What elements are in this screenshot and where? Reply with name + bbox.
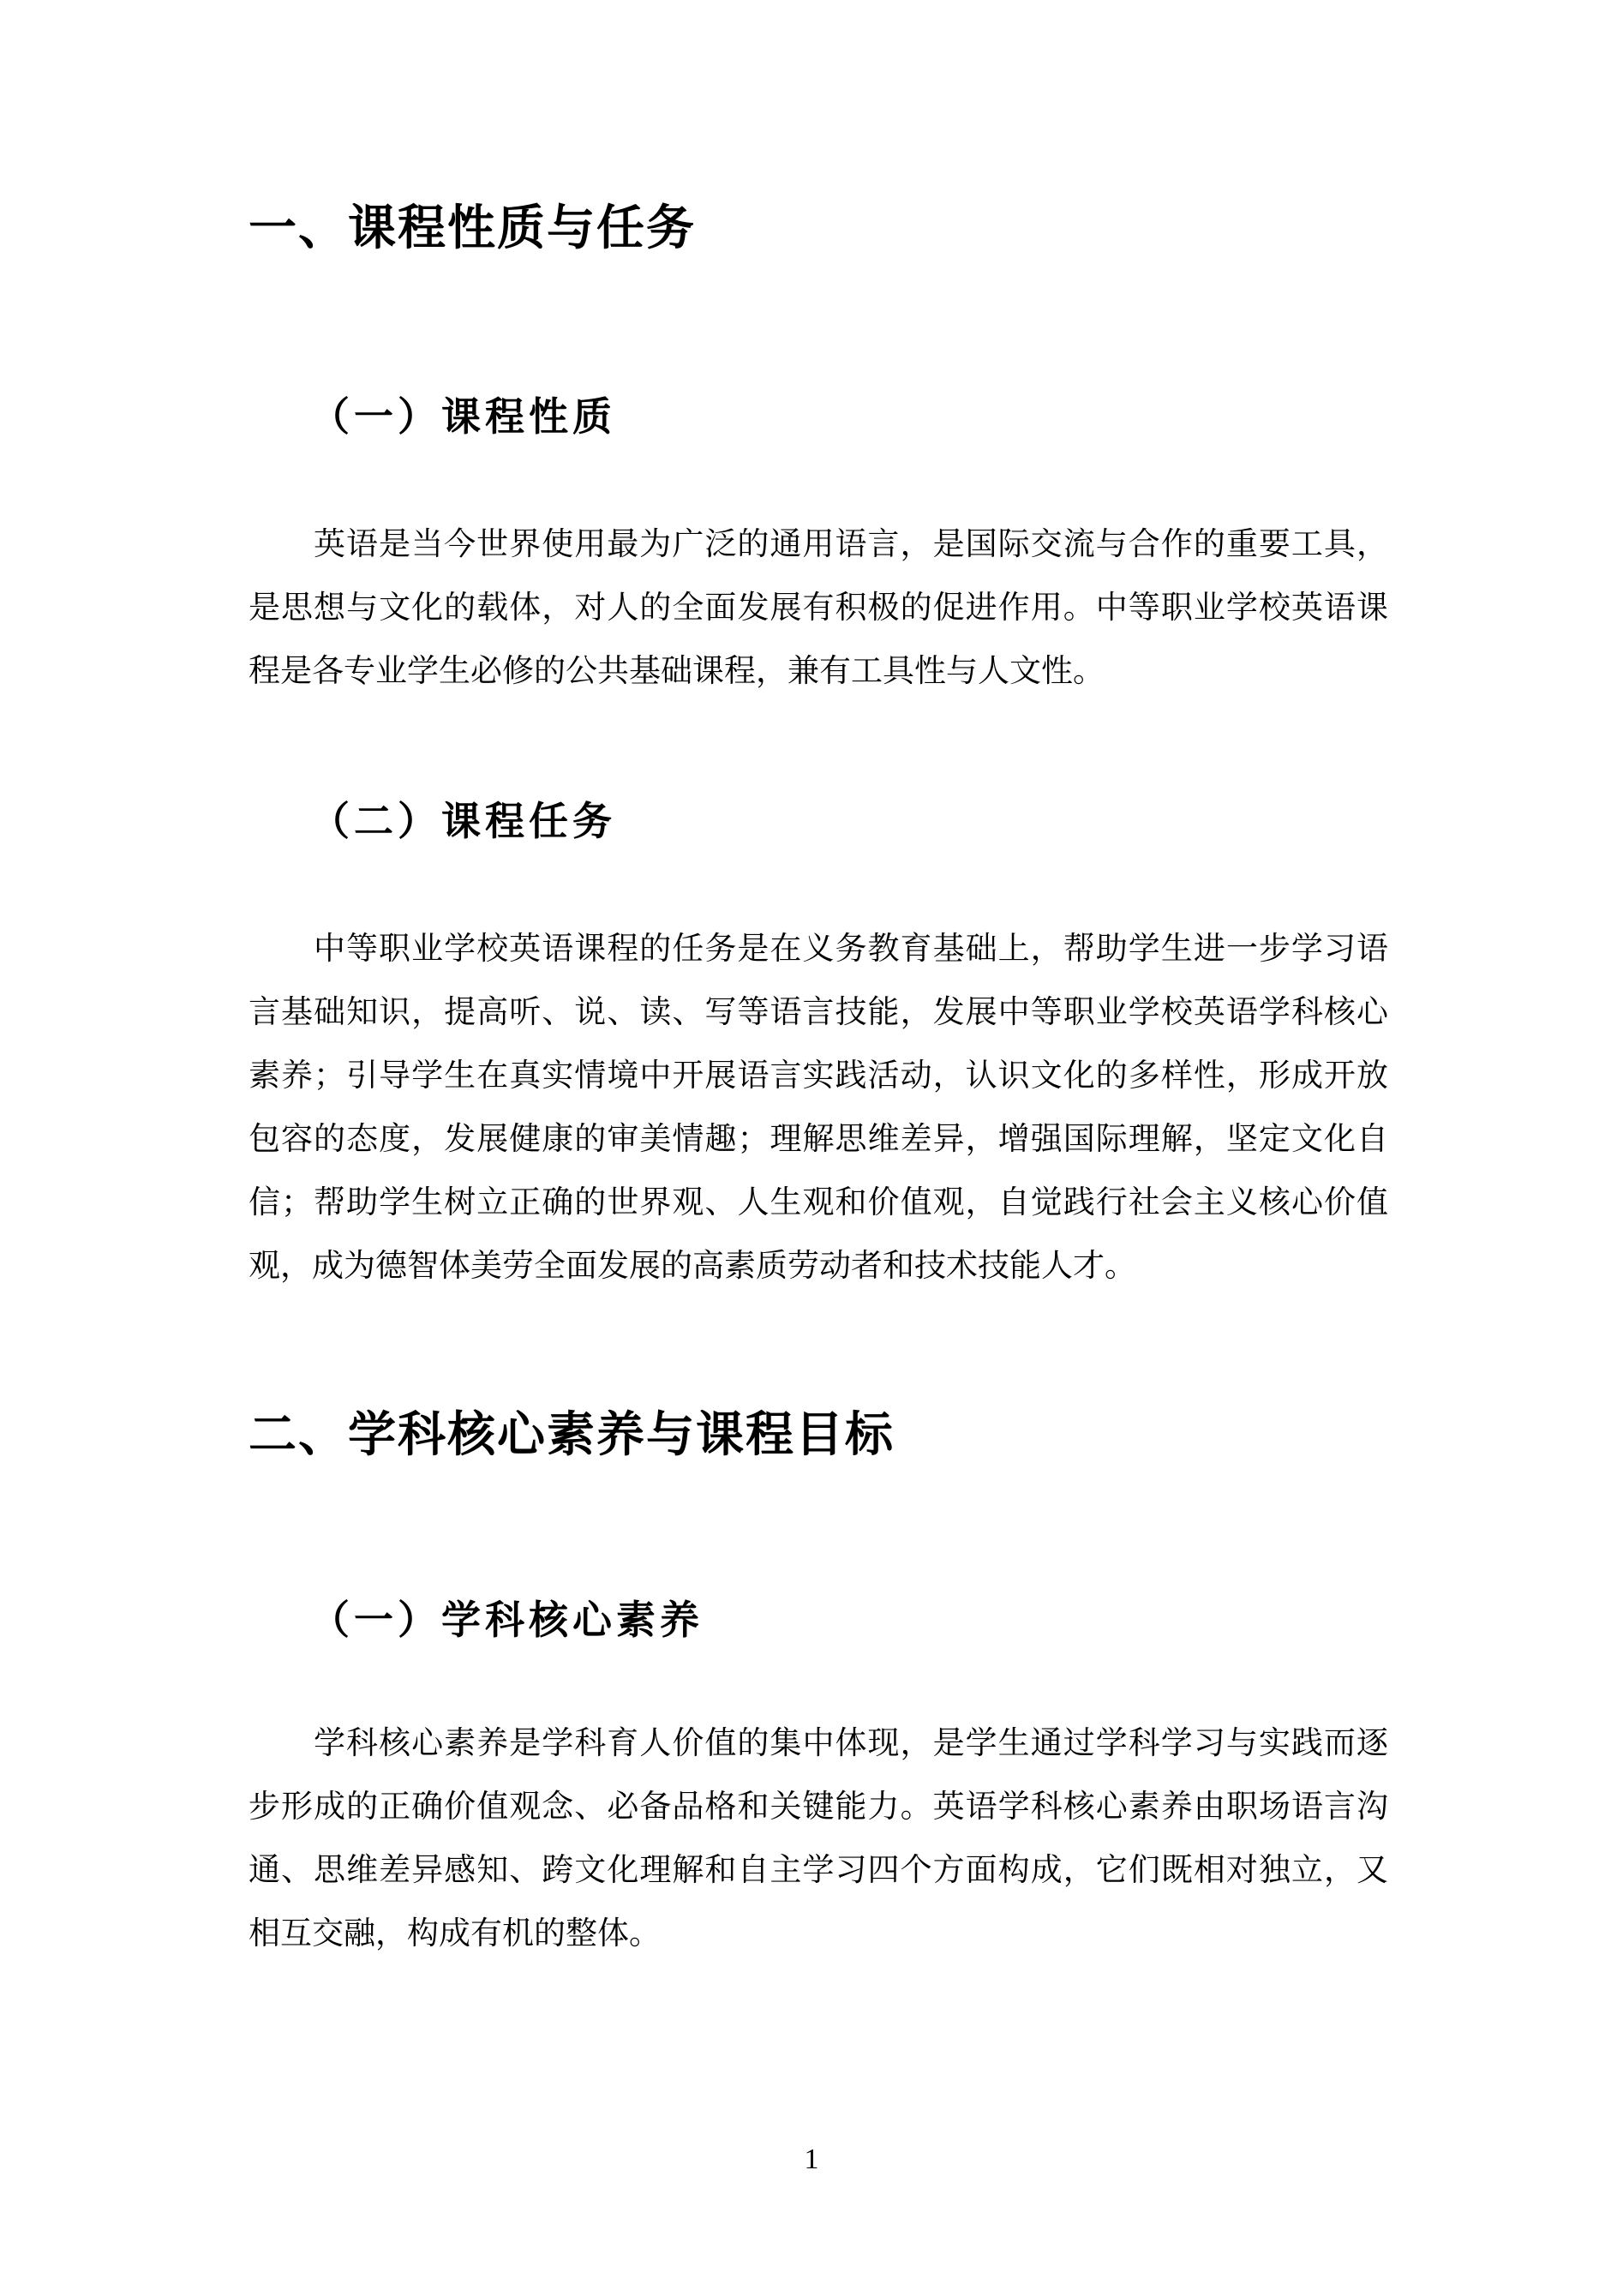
paragraph-line: 观，成为德智体美劳全面发展的高素质劳动者和技术技能人才。 <box>249 1247 1136 1284</box>
section-heading-1: 一、课程性质与任务 <box>249 201 696 256</box>
subsection-heading-1-2: （二）课程任务 <box>310 798 616 844</box>
paragraph-line: 学科核心素养是学科育人价值的集中体现，是学生通过学科学习与实践而逐 <box>314 1724 1388 1761</box>
paragraph-line: 言基础知识，提高听、说、读、写等语言技能，发展中等职业学校英语学科核心 <box>249 993 1388 1030</box>
paragraph-line: 素养；引导学生在真实情境中开展语言实践活动，认识文化的多样性，形成开放 <box>249 1057 1388 1094</box>
paragraph-core-competencies <box>249 1712 1388 1965</box>
paragraph-line: 信；帮助学生树立正确的世界观、人生观和价值观，自觉践行社会主义核心价值 <box>249 1184 1388 1220</box>
paragraph-course-tasks <box>249 917 1388 1298</box>
paragraph-line: 程是各专业学生必修的公共基础课程，兼有工具性与人文性。 <box>249 652 1105 689</box>
paragraph-line: 是思想与文化的载体，对人的全面发展有积极的促进作用。中等职业学校英语课 <box>249 589 1388 626</box>
paragraph-course-nature <box>249 513 1388 703</box>
page-number: 1 <box>804 2143 819 2175</box>
paragraph-line: 相互交融，构成有机的整体。 <box>249 1915 661 1951</box>
paragraph-line: 步形成的正确价值观念、必备品格和关键能力。英语学科核心素养由职场语言沟 <box>249 1788 1388 1825</box>
paragraph-line: 中等职业学校英语课程的任务是在义务教育基础上，帮助学生进一步学习语 <box>314 930 1388 967</box>
paragraph-line: 包容的态度，发展健康的审美情趣；理解思维差异，增强国际理解，坚定文化自 <box>249 1120 1388 1157</box>
subsection-heading-1-1: （一）课程性质 <box>310 393 616 440</box>
section-heading-2: 二、学科核心素养与课程目标 <box>249 1407 895 1463</box>
subsection-heading-2-1: （一）学科核心素养 <box>310 1597 704 1643</box>
paragraph-line: 通、思维差异感知、跨文化理解和自主学习四个方面构成，它们既相对独立，又 <box>249 1851 1388 1888</box>
paragraph-line: 英语是当今世界使用最为广泛的通用语言，是国际交流与合作的重要工具， <box>314 525 1388 562</box>
